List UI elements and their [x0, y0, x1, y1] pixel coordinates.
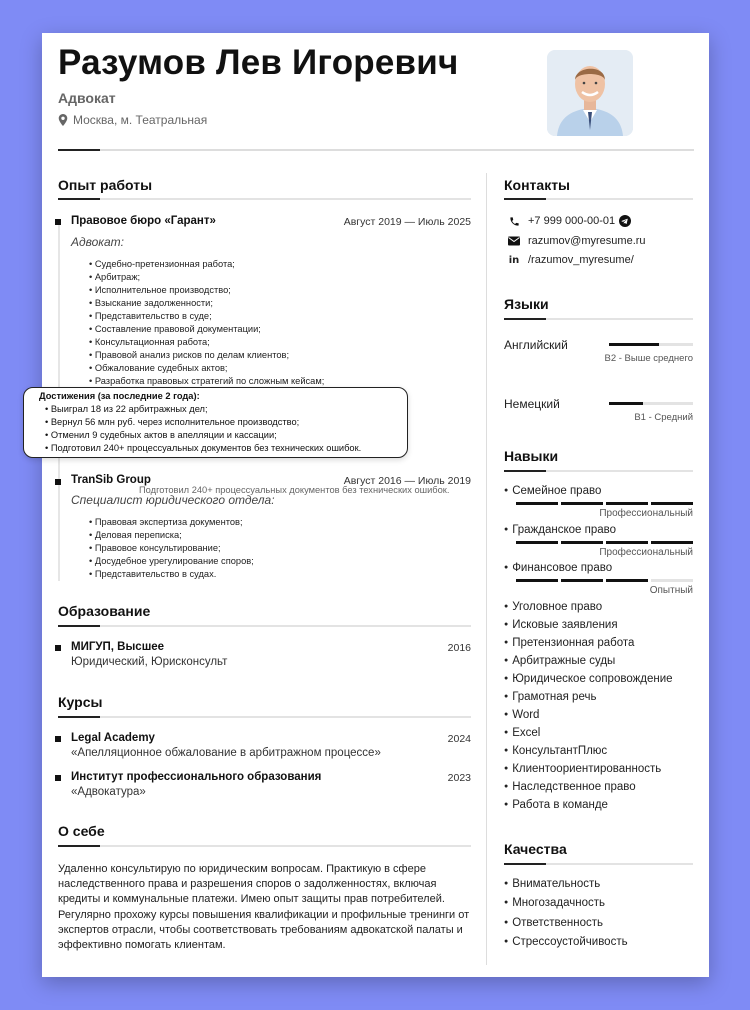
quality-item: ● Многозадачность — [504, 897, 605, 909]
edu-name: МИГУП, Высшее — [71, 641, 165, 653]
language-bar-fill — [609, 402, 643, 405]
list-item: • Правовой анализ рисков по делам клиентов; — [89, 349, 324, 362]
job-role: Адвокат: — [71, 235, 124, 249]
course-marker — [55, 775, 61, 781]
contacts-rule — [504, 198, 693, 200]
list-item: • Судебно-претензионная работа; — [89, 258, 324, 271]
skill-bar-segment — [606, 502, 648, 505]
quality-item: ● Стрессоустойчивость — [504, 936, 628, 948]
contact-phone[interactable] — [508, 215, 631, 227]
telegram-icon[interactable] — [619, 215, 631, 227]
skill-bar-segment — [651, 502, 693, 505]
quality-item: ● Внимательность — [504, 878, 600, 890]
achievements-popup[interactable] — [23, 387, 408, 458]
linkedin-icon: in — [508, 254, 520, 266]
quality-item: ● Ответственность — [504, 917, 603, 929]
list-item: • Выиграл 18 из 22 арбитражных дел; — [45, 403, 407, 416]
skill-bar-segment — [561, 541, 603, 544]
course-name: Институт профессионального образования — [71, 771, 322, 783]
courses-title: Курсы — [58, 694, 103, 710]
skill-bar — [516, 502, 693, 505]
skill-bar-segment — [561, 579, 603, 582]
skill-item: ● Работа в команде — [504, 799, 608, 811]
about-text: Удаленно консультирую по юридическим вопросам. Практикую в сфере наследственного права и разрешения споров о задолженностях, включая кредиты и коммунальные платежи. Имею опыт защиты прав потребителей. Регулярно прохожу курсы повышения квалификации и профильные тренинги от экспертов отрасли, чтобы соответствовать требованиям адвокатской палаты и эффективно помогать клиентам. — [58, 863, 470, 952]
job-role: Специалист юридического отдела: — [71, 493, 275, 507]
language-name: Английский — [504, 338, 568, 352]
skill-item: ● Гражданское право — [504, 524, 616, 536]
list-item: • Отменил 9 судебных актов в апелляции и кассации; — [45, 429, 407, 442]
skill-item: ● Уголовное право — [504, 601, 602, 613]
language-bar — [609, 343, 693, 346]
education-rule — [58, 625, 471, 627]
list-item: • Вернул 56 млн руб. через исполнительное производство; — [45, 416, 407, 429]
skills-rule — [504, 470, 693, 472]
skill-level: Опытный — [649, 585, 693, 596]
skill-bar-segment — [516, 541, 558, 544]
popup-title: Достижения (за последние 2 года): — [39, 391, 200, 401]
skill-item: ● Семейное право — [504, 485, 601, 497]
list-item: • Составление правовой документации; — [89, 323, 324, 336]
list-item: • Представительство в суде; — [89, 310, 324, 323]
list-item: • Исполнительное производство; — [89, 284, 324, 297]
course-year: 2024 — [447, 733, 471, 745]
language-bar-fill — [609, 343, 659, 346]
experience-rule — [58, 198, 471, 200]
skill-item: ● Арбитражные суды — [504, 655, 615, 667]
candidate-position: Адвокат — [58, 90, 116, 106]
skill-level: Профессиональный — [599, 547, 693, 558]
experience-title: Опыт работы — [58, 177, 153, 193]
list-item: • Взыскание задолженности; — [89, 297, 324, 310]
language-level: B2 - Выше среднего — [604, 353, 693, 364]
skills-title: Навыки — [504, 448, 559, 464]
job-company: TranSib Group — [71, 474, 151, 486]
job-marker — [55, 479, 61, 485]
contacts-title: Контакты — [504, 177, 571, 193]
about-title: О себе — [58, 823, 105, 839]
about-rule — [58, 845, 471, 847]
candidate-location — [58, 113, 207, 127]
resume-page — [42, 33, 709, 977]
course-name: Legal Academy — [71, 732, 155, 744]
candidate-name: Разумов Лев Игоревич — [58, 43, 459, 82]
skill-item: ● Excel — [504, 727, 540, 739]
education-title: Образование — [58, 603, 151, 619]
skill-bar-segment — [651, 541, 693, 544]
list-item: • Правовое консультирование; — [89, 542, 254, 555]
job-marker — [55, 219, 61, 225]
language-bar — [609, 402, 693, 405]
skill-item: ● Исковые заявления — [504, 619, 618, 631]
list-item: • Обжалование судебных актов; — [89, 362, 324, 375]
skill-level: Профессиональный — [599, 508, 693, 519]
location-pin-icon — [58, 114, 68, 126]
skill-bar-segment — [561, 502, 603, 505]
course-detail: «Апелляционное обжалование в арбитражном процессе» — [71, 747, 381, 759]
list-item: • Арбитраж; — [89, 271, 324, 284]
job-company: Правовое бюро «Гарант» — [71, 215, 216, 227]
skill-item: ● Word — [504, 709, 539, 721]
skill-item: ● КонсультантПлюс — [504, 745, 607, 757]
column-divider — [486, 173, 487, 965]
skill-bar-segment — [516, 579, 558, 582]
course-marker — [55, 736, 61, 742]
header-divider — [58, 149, 694, 151]
popup-list — [45, 403, 407, 455]
list-item: • Подготовил 240+ процессуальных документов без технических ошибок. — [45, 442, 407, 455]
edu-marker — [55, 645, 61, 651]
list-item: • Представительство в судах. — [89, 568, 254, 581]
avatar — [547, 50, 633, 136]
skill-item: ● Претензионная работа — [504, 637, 634, 649]
skill-item: ● Финансовое право — [504, 562, 612, 574]
qualities-rule — [504, 863, 693, 865]
edu-detail: Юридический, Юрисконсульт — [71, 656, 228, 668]
phone-text: +7 999 000-00-01 — [528, 215, 616, 227]
contact-linkedin[interactable] — [508, 254, 634, 266]
skill-bar-segment — [651, 579, 693, 582]
skill-item: ● Клиентоориентированность — [504, 763, 661, 775]
skill-bar-segment — [516, 502, 558, 505]
job-duties — [89, 258, 324, 388]
list-item: • Досудебное урегулирование споров; — [89, 555, 254, 568]
job-duties — [89, 516, 254, 581]
language-level: B1 - Средний — [634, 412, 693, 423]
languages-title: Языки — [504, 296, 549, 312]
courses-rule — [58, 716, 471, 718]
contact-email[interactable] — [508, 235, 646, 247]
course-detail: «Адвокатура» — [71, 786, 146, 798]
languages-rule — [504, 318, 693, 320]
phone-icon — [508, 215, 520, 227]
language-name: Немецкий — [504, 397, 560, 411]
edu-year: 2016 — [447, 642, 471, 654]
skill-item: ● Наследственное право — [504, 781, 636, 793]
skill-bar-segment — [606, 579, 648, 582]
list-item: • Правовая экспертиза документов; — [89, 516, 254, 529]
skill-bar-segment — [606, 541, 648, 544]
list-item: • Консультационная работа; — [89, 336, 324, 349]
skill-bar — [516, 541, 693, 544]
list-item: • Разработка правовых стратегий по сложным кейсам; — [89, 375, 324, 388]
qualities-title: Качества — [504, 841, 567, 857]
mail-icon — [508, 235, 520, 247]
skill-item: ● Грамотная речь — [504, 691, 596, 703]
list-item: • Деловая переписка; — [89, 529, 254, 542]
course-year: 2023 — [447, 772, 471, 784]
job-dates: Август 2016 — Июль 2019 — [343, 475, 471, 487]
location-text: Москва, м. Театральная — [73, 113, 208, 127]
job-dates: Август 2019 — Июль 2025 — [343, 216, 471, 228]
obscured-line: Подготовил 240+ процессуальных документов без технических ошибок. — [139, 485, 450, 495]
skill-bar — [516, 579, 693, 582]
email-text: razumov@myresume.ru — [528, 235, 646, 247]
skill-item: ● Юридическое сопровождение — [504, 673, 673, 685]
linkedin-text: /razumov_myresume/ — [528, 254, 634, 266]
